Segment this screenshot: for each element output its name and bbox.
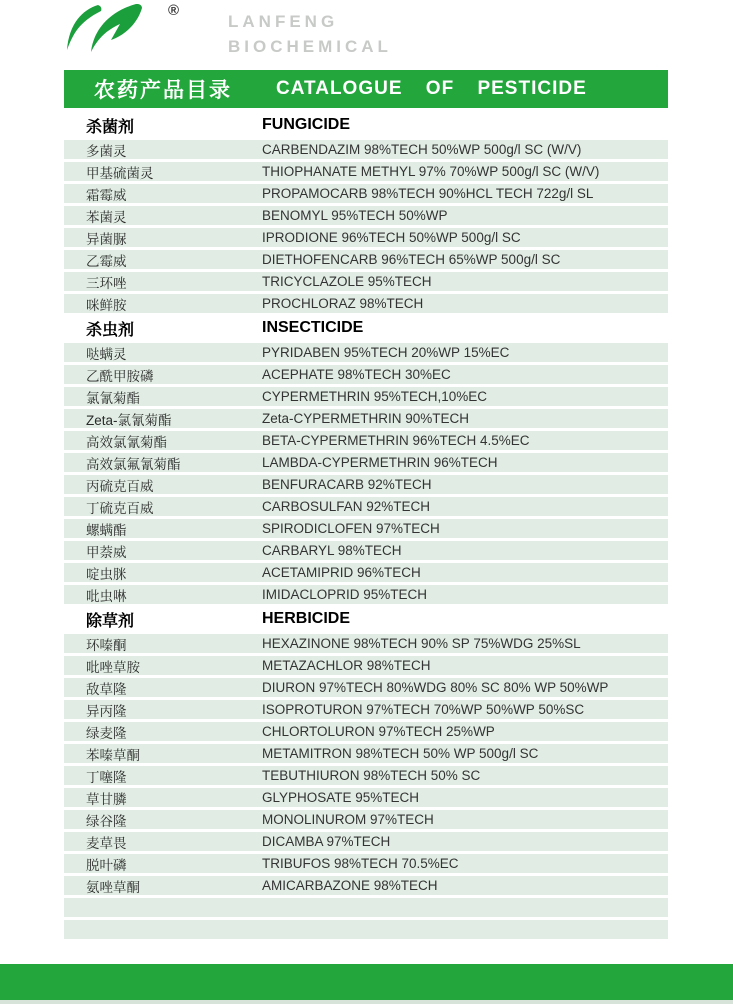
product-row <box>64 585 668 604</box>
product-row <box>64 519 668 538</box>
product-spec-en: IPRODIONE 96%TECH 50%WP 500g/l SC <box>262 230 521 245</box>
product-spec-en: MONOLINUROM 97%TECH <box>262 812 434 827</box>
product-name-cn: 甲萘威 <box>86 544 127 560</box>
product-name-cn: 螺螨酯 <box>86 522 127 538</box>
company-name-line1: LANFENG <box>228 12 339 31</box>
product-spec-en: METAZACHLOR 98%TECH <box>262 658 431 673</box>
product-row <box>64 184 668 203</box>
product-spec-en: ISOPROTURON 97%TECH 70%WP 50%WP 50%SC <box>262 702 585 717</box>
product-row <box>64 343 668 362</box>
product-spec-en: BETA-CYPERMETHRIN 96%TECH 4.5%EC <box>262 433 530 448</box>
product-name-cn: 环嗪酮 <box>86 637 127 653</box>
product-row <box>64 700 668 719</box>
product-row <box>64 876 668 895</box>
product-row <box>64 634 668 653</box>
product-spec-en: GLYPHOSATE 95%TECH <box>262 790 420 805</box>
product-name-cn: 三环唑 <box>86 275 127 291</box>
product-spec-en: TRICYCLAZOLE 95%TECH <box>262 274 432 289</box>
product-name-cn: 敌草隆 <box>86 681 127 697</box>
product-row <box>64 272 668 291</box>
section-name-cn: 杀虫剂 <box>86 321 135 339</box>
product-spec-en: THIOPHANATE METHYL 97% 70%WP 500g/l SC (W/V) <box>262 164 600 179</box>
product-row <box>64 497 668 516</box>
product-name-cn: 霜霉威 <box>86 187 127 203</box>
lanfeng-logo <box>64 2 180 52</box>
product-name-cn: 麦草畏 <box>86 835 127 851</box>
footer-strip <box>0 1000 733 1004</box>
product-spec-en: SPIRODICLOFEN 97%TECH <box>262 521 440 536</box>
product-name-cn: 丙硫克百威 <box>86 478 154 494</box>
product-spec-en: CHLORTOLURON 97%TECH 25%WP <box>262 724 495 739</box>
product-row <box>64 678 668 697</box>
product-spec-en: DIETHOFENCARB 96%TECH 65%WP 500g/l SC <box>262 252 561 267</box>
product-row <box>64 206 668 225</box>
company-name <box>228 10 392 59</box>
product-spec-en: IMIDACLOPRID 95%TECH <box>262 587 428 602</box>
leaf-logo-icon <box>64 4 164 52</box>
product-spec-en: ACETAMIPRID 96%TECH <box>262 565 421 580</box>
product-row <box>64 475 668 494</box>
catalogue-page <box>0 4 733 1004</box>
product-name-cn: 乙霉威 <box>86 253 127 269</box>
product-spec-en: PROCHLORAZ 98%TECH <box>262 296 424 311</box>
product-row <box>64 365 668 384</box>
product-spec-en: BENOMYL 95%TECH 50%WP <box>262 208 448 223</box>
product-row <box>64 810 668 829</box>
section-name-en: FUNGICIDE <box>262 116 350 133</box>
product-name-cn: 异丙隆 <box>86 703 127 719</box>
registered-trademark-icon: ® <box>168 2 180 19</box>
product-spec-en: CARBOSULFAN 92%TECH <box>262 499 431 514</box>
product-row <box>64 453 668 472</box>
product-name-cn: 吡虫啉 <box>86 588 127 604</box>
product-name-cn: 吡唑草胺 <box>86 659 140 675</box>
product-row <box>64 854 668 873</box>
product-catalogue <box>64 111 668 942</box>
product-row <box>64 162 668 181</box>
product-row <box>64 744 668 763</box>
banner-title-chinese: 农药产品目录 <box>94 79 232 102</box>
catalogue-title-banner <box>64 70 668 108</box>
product-name-cn: 苯嗪草酮 <box>86 747 140 763</box>
product-spec-en: ACEPHATE 98%TECH 30%EC <box>262 367 451 382</box>
product-spec-en: METAMITRON 98%TECH 50% WP 500g/l SC <box>262 746 539 761</box>
product-spec-en: BENFURACARB 92%TECH <box>262 477 432 492</box>
product-spec-en: DIURON 97%TECH 80%WDG 80% SC 80% WP 50%WP <box>262 680 609 695</box>
banner-title-english: CATALOGUE OF PESTICIDE <box>276 78 587 99</box>
product-row <box>64 766 668 785</box>
product-row <box>64 656 668 675</box>
product-spec-en: PYRIDABEN 95%TECH 20%WP 15%EC <box>262 345 510 360</box>
product-name-cn: 丁硫克百威 <box>86 500 154 516</box>
product-row <box>64 541 668 560</box>
section-header-0 <box>64 113 668 137</box>
product-row <box>64 788 668 807</box>
product-row <box>64 140 668 159</box>
product-row <box>64 250 668 269</box>
product-name-cn: 高效氯氰菊酯 <box>86 434 167 450</box>
product-name-cn: 苯菌灵 <box>86 209 127 225</box>
section-header-2 <box>64 607 668 631</box>
product-name-cn: 哒螨灵 <box>86 346 127 362</box>
product-spec-en: HEXAZINONE 98%TECH 90% SP 75%WDG 25%SL <box>262 636 581 651</box>
empty-row <box>64 920 668 939</box>
product-spec-en: CARBARYL 98%TECH <box>262 543 402 558</box>
product-spec-en: PROPAMOCARB 98%TECH 90%HCL TECH 722g/l SL <box>262 186 594 201</box>
section-name-en: INSECTICIDE <box>262 319 364 336</box>
product-spec-en: AMICARBAZONE 98%TECH <box>262 878 438 893</box>
product-name-cn: 脱叶磷 <box>86 857 127 873</box>
product-name-cn: 啶虫脒 <box>86 566 127 582</box>
product-name-cn: 多菌灵 <box>86 143 127 159</box>
product-name-cn: 绿谷隆 <box>86 813 127 829</box>
empty-row <box>64 898 668 917</box>
product-spec-en: Zeta-CYPERMETHRIN 90%TECH <box>262 411 470 426</box>
section-name-en: HERBICIDE <box>262 610 351 627</box>
product-row <box>64 832 668 851</box>
company-name-line2: BIOCHEMICAL <box>228 36 392 56</box>
product-name-cn: 丁噻隆 <box>86 769 127 785</box>
product-row <box>64 228 668 247</box>
product-spec-en: DICAMBA 97%TECH <box>262 834 391 849</box>
product-name-cn: 绿麦隆 <box>86 725 127 741</box>
product-spec-en: CARBENDAZIM 98%TECH 50%WP 500g/l SC (W/V) <box>262 142 582 157</box>
product-row <box>64 722 668 741</box>
product-name-cn: 氯氰菊酯 <box>86 390 140 406</box>
product-name-cn: 异菌脲 <box>86 231 127 247</box>
product-row <box>64 387 668 406</box>
product-spec-en: LAMBDA-CYPERMETHRIN 96%TECH <box>262 455 498 470</box>
product-name-cn: 咪鲜胺 <box>86 297 127 313</box>
section-name-cn: 除草剂 <box>86 612 135 630</box>
section-name-cn: 杀菌剂 <box>86 118 135 136</box>
product-name-cn: 高效氯氟氰菊酯 <box>86 456 181 472</box>
section-header-1 <box>64 316 668 340</box>
product-name-cn: 草甘膦 <box>86 791 127 807</box>
product-row <box>64 409 668 428</box>
product-name-cn: Zeta-氯氰菊酯 <box>86 412 172 428</box>
product-row <box>64 294 668 313</box>
brand-header <box>64 4 733 62</box>
footer-bar <box>0 964 733 1000</box>
product-name-cn: 甲基硫菌灵 <box>86 165 154 181</box>
product-name-cn: 氨唑草酮 <box>86 879 140 895</box>
product-name-cn: 乙酰甲胺磷 <box>86 368 154 384</box>
product-spec-en: CYPERMETHRIN 95%TECH,10%EC <box>262 389 488 404</box>
product-spec-en: TRIBUFOS 98%TECH 70.5%EC <box>262 856 459 871</box>
product-row <box>64 431 668 450</box>
product-row <box>64 563 668 582</box>
product-spec-en: TEBUTHIURON 98%TECH 50% SC <box>262 768 481 783</box>
